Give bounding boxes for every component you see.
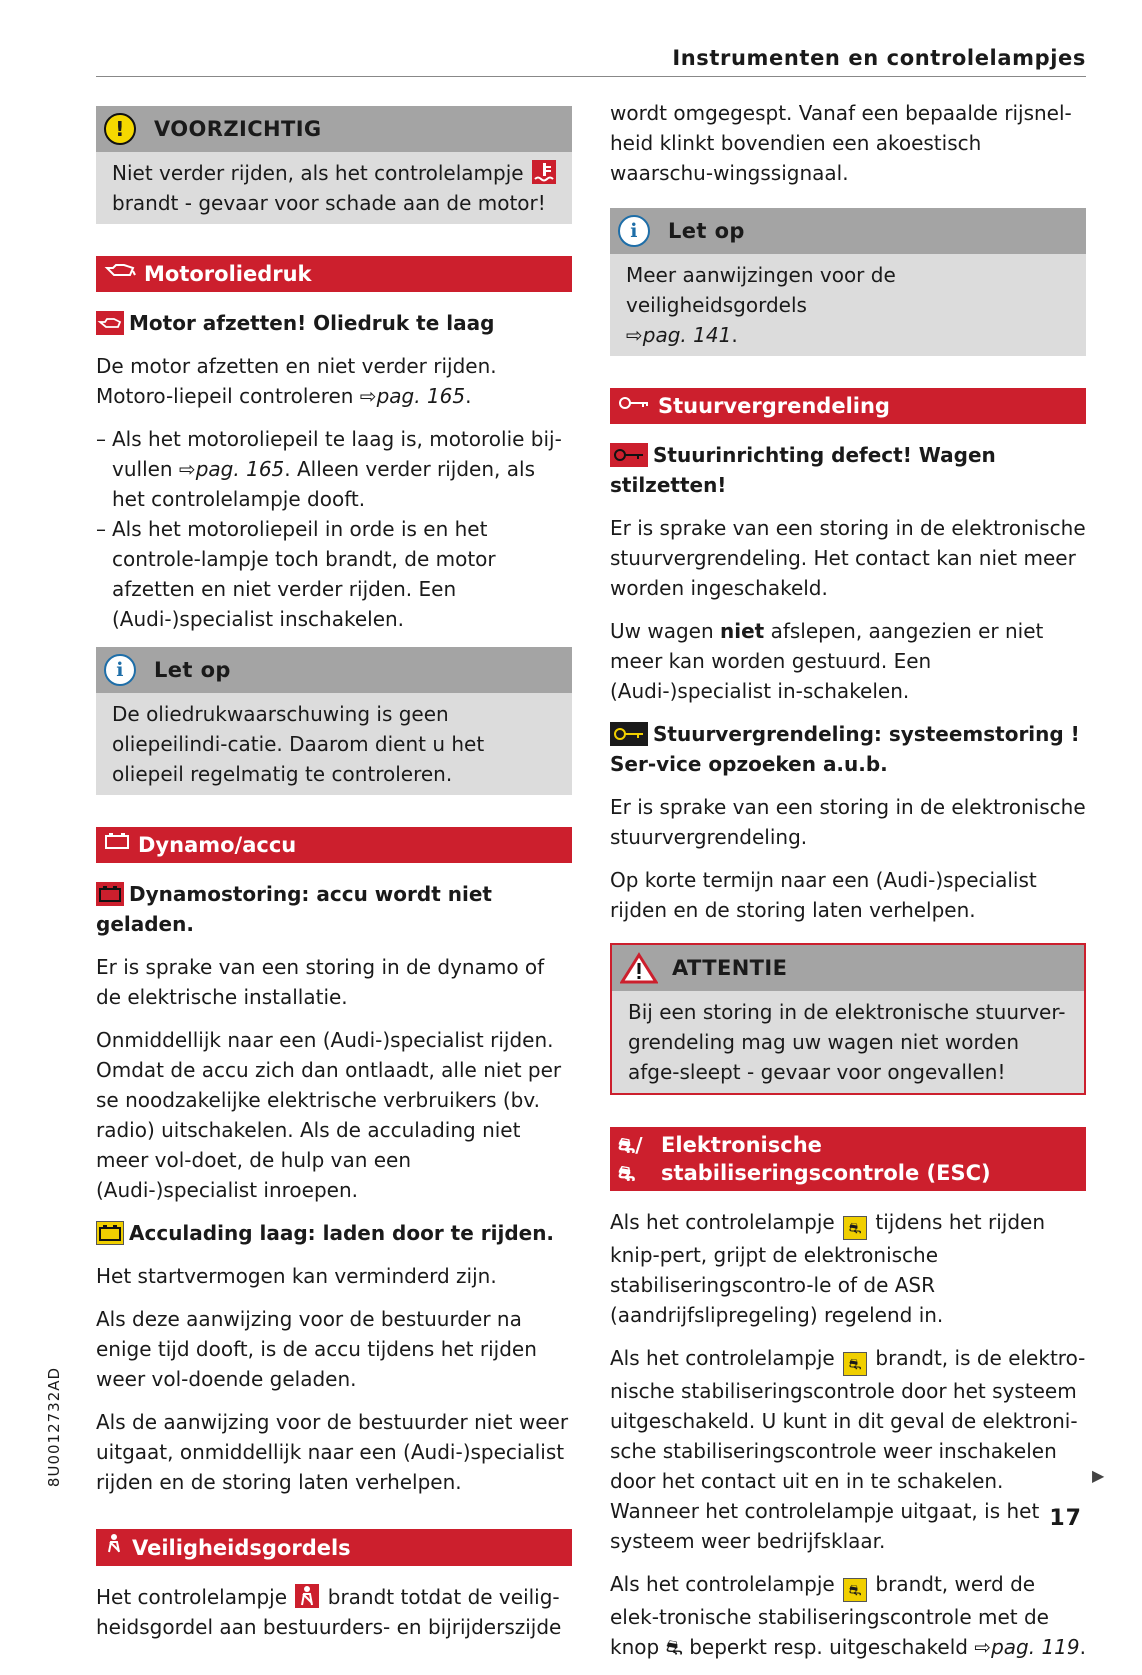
section-dynamo [96, 827, 572, 863]
caution-text-1: Niet verder rijden, als het controlelampje [112, 161, 524, 185]
section-title: Stuurvergrendeling [658, 394, 890, 418]
caution-text-2: brandt - gevaar voor schade aan de motor! [112, 191, 546, 215]
paragraph: Als de aanwijzing voor de bestuurder niet weer uitgaat, onmiddellijk naar een (Audi-)specialist rijden en de storing laten verhelpen. [96, 1410, 569, 1494]
esc-warning-lamp-icon: ⛐ [843, 1352, 867, 1376]
section-seatbelts [96, 1529, 572, 1566]
page-reference-arrow-icon: ⇨ [178, 457, 196, 481]
paragraph: Er is sprake van een storing in de elektronische stuurvergrendeling. [610, 795, 1086, 849]
page-reference[interactable]: pag. 165 [376, 384, 466, 408]
section-oil-pressure [96, 256, 572, 292]
paragraph: Als het controlelampje ⛐ tijdens het rijden knip-pert, grijpt de elektronische stabiliseringscontro-le of de ASR (aandrijfslipregeling) regelend in. [610, 1210, 1046, 1327]
oil-can-icon [104, 260, 136, 288]
section-steering-lock [610, 388, 1086, 424]
info-icon: i [618, 215, 650, 247]
paragraph: Uw wagen niet afslepen, aangezien er niet meer kan worden gestuurd. Een (Audi-)specialist in-schakelen. [610, 619, 1044, 703]
attention-header [612, 945, 1084, 991]
attention-title: ATTENTIE [672, 956, 788, 980]
section-esc [610, 1127, 1086, 1191]
paragraph: Er is sprake van een storing in de elektronische stuurvergrendeling. Het contact kan niet meer worden ingeschakeld. [610, 516, 1086, 600]
paragraph: Als deze aanwijzing voor de bestuurder na enige tijd dooft, is de accu tijdens het rijden weer vol-doende geladen. [96, 1307, 537, 1391]
paragraph: Het controlelampje brandt totdat de veilig-heidsgordel aan bestuurders- en bijrijderszijde [96, 1585, 562, 1639]
coolant-temperature-icon [532, 160, 556, 184]
page-reference[interactable]: pag. 119 [991, 1635, 1080, 1659]
oil-warning-lamp-icon [96, 311, 124, 335]
warning-heading: Dynamostoring: accu wordt niet geladen. [96, 882, 492, 936]
battery-warning-lamp-icon [96, 882, 124, 906]
section-title: Dynamo/accu [138, 833, 297, 857]
paragraph: Als het controlelampje ⛐ brandt, werd de elek-tronische stabiliseringscontrole met de knop ⛐ beperkt resp. uitgeschakeld ⇨pag. 119. [610, 1572, 1086, 1659]
attention-box [610, 943, 1086, 1095]
header-title: Instrumenten en controlelampjes [672, 46, 1086, 70]
section-title: Motoroliedruk [144, 262, 312, 286]
esc-off-button-icon: ⛐ [665, 1635, 683, 1659]
page-reference[interactable]: pag. 141 [642, 323, 732, 347]
esc-warning-lamp-icon: ⛐ [843, 1216, 867, 1240]
list-item: – Als het motoroliepeil in orde is en het controle-lampje toch brandt, de motor afzetten en niet verder rijden. Een (Audi-)specialist inschakelen. [96, 514, 572, 634]
note-title: Let op [668, 219, 745, 243]
seatbelt-warning-lamp-icon [295, 1584, 319, 1608]
left-column [96, 106, 572, 1655]
paragraph: De motor afzetten en niet verder rijden. Motoro-liepeil controleren ⇨pag. 165. [96, 354, 497, 408]
warning-heading: Motor afzetten! Oliedruk te laag [96, 308, 572, 338]
caution-body [96, 152, 572, 224]
note-header [610, 208, 1086, 254]
next-page-arrow-icon: ▶ [1092, 1466, 1105, 1485]
steering-lock-fault-lamp-icon [610, 722, 648, 746]
note-box [96, 647, 572, 795]
seatbelt-icon [104, 1533, 124, 1562]
info-icon: i [104, 654, 136, 686]
paragraph: Onmiddellijk naar een (Audi-)specialist rijden. Omdat de accu zich dan ontlaadt, alle niet per se noodzakelijke elektrische verbruikers (bv. radio) uitschakelen. Als de acculading niet meer vol-doet, de hulp van een (Audi-)specialist inroepen. [96, 1028, 562, 1202]
page-reference-arrow-icon: ⇨ [359, 384, 377, 408]
page-reference-arrow-icon: ⇨ [626, 323, 643, 347]
esc-off-lamp-icon: ⛐ [843, 1578, 867, 1602]
battery-icon [104, 831, 130, 859]
paragraph: wordt omgegespt. Vanaf een bepaalde rijsnel-heid klinkt bovendien een akoestisch waarschu-wingssignaal. [610, 101, 1072, 185]
warning-heading: Stuurinrichting defect! Wagen stilzetten! [610, 443, 996, 497]
exclamation-icon: ! [104, 113, 136, 145]
note-body: Meer aanwijzingen voor de veiligheidsgordels ⇨pag. 141. [626, 263, 896, 347]
steering-lock-warning-lamp-icon [610, 443, 648, 467]
paragraph: Als het controlelampje ⛐ brandt, is de elektro-nische stabiliseringscontrole door het systeem uitgeschakeld. U kunt in dit geval de elektroni-sche stabiliseringscontrole weer inschakelen door het contact uit en in te schakelen. Wanneer het controlelampje uitgaat, is het systeem weer bedrijfsklaar. [610, 1346, 1086, 1553]
warning-heading: Acculading laag: laden door te rijden. [96, 1218, 572, 1248]
warning-triangle-icon [620, 952, 658, 984]
list-item: – Als het motoroliepeil te laag is, motorolie bij-vullen ⇨pag. 165. Alleen verder rijden, als het controlelampje dooft. [96, 424, 572, 514]
dash-list [96, 424, 572, 634]
paragraph: Er is sprake van een storing in de dynamo of de elektrische installatie. [96, 955, 545, 1009]
caution-header [96, 106, 572, 152]
paragraph: Op korte termijn naar een (Audi-)specialist rijden en de storing laten verhelpen. [610, 868, 1037, 922]
esc-icon: ⛐/⛐ [618, 1133, 643, 1185]
battery-info-lamp-icon [96, 1221, 124, 1245]
attention-body: Bij een storing in de elektronische stuurver-grendeling mag uw wagen niet worden afge-sleept - gevaar voor ongevallen! [628, 1000, 1066, 1084]
page-reference-arrow-icon: ⇨ [974, 1635, 992, 1659]
note-box [610, 208, 1086, 356]
paragraph: Het startvermogen kan verminderd zijn. [96, 1264, 497, 1288]
caution-box [96, 106, 572, 224]
section-title: Elektronische stabiliseringscontrole (ESC) [661, 1133, 991, 1185]
side-code: 8U0012732AD [45, 1366, 63, 1488]
note-body: De oliedrukwaarschuwing is geen oliepeilindi-catie. Daarom dient u het oliepeil regelmatig te controleren. [112, 702, 485, 786]
page-header [96, 40, 1086, 77]
page-number: 17 [1049, 1506, 1082, 1531]
right-column [610, 98, 1086, 1675]
note-title: Let op [154, 658, 231, 682]
section-title: Veiligheidsgordels [132, 1535, 351, 1560]
caution-title: VOORZICHTIG [154, 117, 322, 141]
page-reference[interactable]: pag. 165 [195, 457, 285, 481]
warning-heading: Stuurvergrendeling: systeemstoring ! Ser-vice opzoeken a.u.b. [610, 722, 1080, 776]
steering-lock-icon [618, 392, 650, 420]
note-header [96, 647, 572, 693]
